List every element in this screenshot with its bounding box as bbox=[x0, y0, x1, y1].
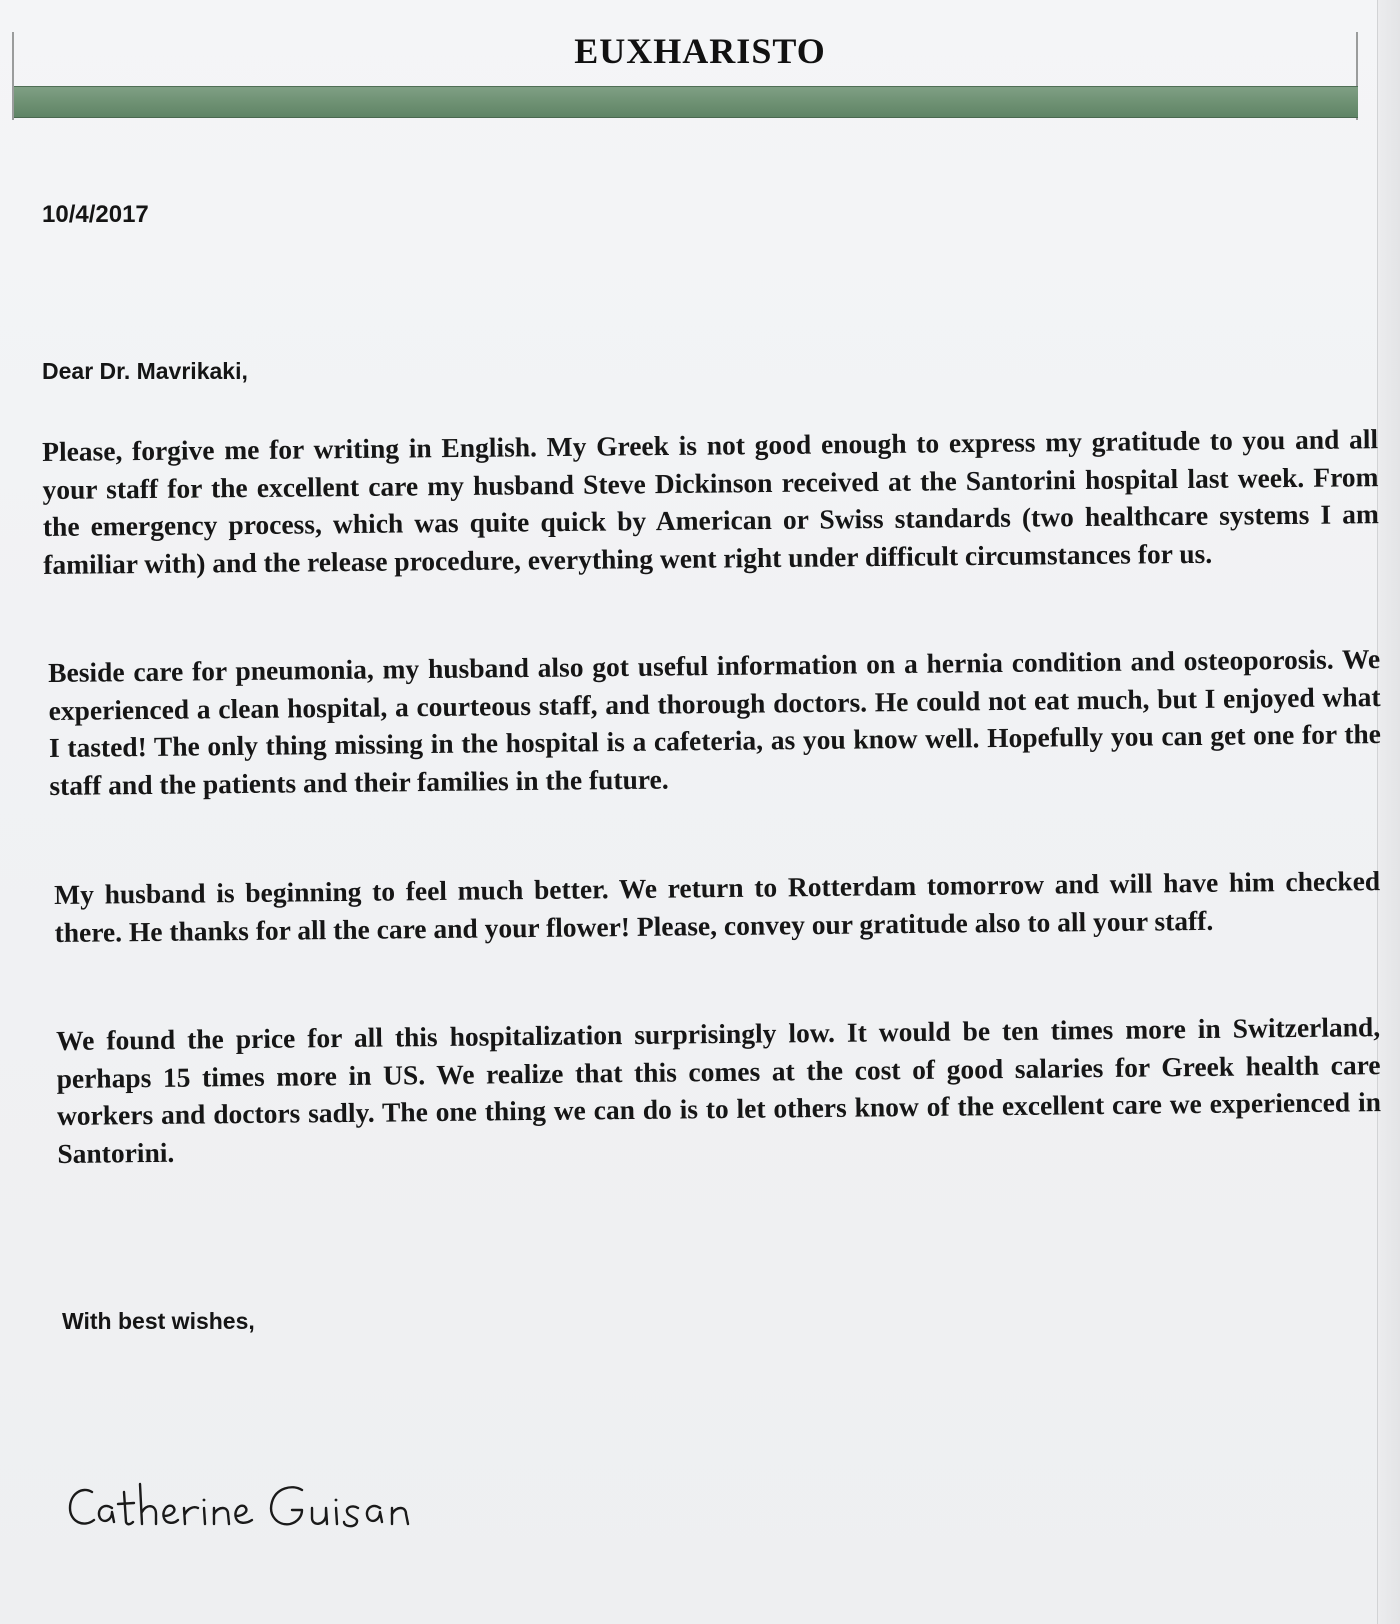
handwritten-signature bbox=[66, 1470, 486, 1545]
letterhead-green-bar bbox=[14, 86, 1358, 118]
signature-scribble bbox=[66, 1470, 486, 1540]
body-paragraph-1: Please, forgive me for writing in English. My Greek is not good enough to express my gratitude to you and all your staff for the excellent care my husband Steve Dickinson received at the Santorini hospital last week. From the emergency process, which was quite quick by American or Swiss standards (two healthcare systems I am familiar with) and the release procedure, everything went right under difficult circumstances for us. bbox=[42, 423, 1379, 580]
letterhead-title: EUXHARISTO bbox=[574, 31, 826, 71]
body-paragraph-4: We found the price for all this hospitalization surprisingly low. It would be ten times more in Switzerland, perhaps 15 times more in US. We realize that this comes at the cost of good salaries for Greek health care workers and doctors sadly. The one thing we can do is to let others know of the excellent care we experienced in Santorini. bbox=[56, 1011, 1382, 1169]
letter-date: 10/4/2017 bbox=[42, 201, 149, 228]
closing: With best wishes, bbox=[62, 1308, 255, 1334]
body-paragraph-2: Beside care for pneumonia, my husband also got useful information on a hernia condition and osteoporosis. We experienced a clean hospital, a courteous staff, and thorough doctors. He could not eat much, but I enjoyed what I tasted! The only thing missing in the hospital is a cafeteria, as you know well. Hopefully you can get one for the staff and the patients and their families in the future. bbox=[48, 643, 1382, 801]
page-edge-shadow bbox=[1377, 0, 1400, 1624]
body-paragraph-3: My husband is beginning to feel much better. We return to Rotterdam tomorrow and will have him checked there. He thanks for all the care and your flower! Please, convey our gratitude also to all your staff. bbox=[54, 865, 1381, 948]
salutation: Dear Dr. Mavrikaki, bbox=[42, 358, 248, 384]
